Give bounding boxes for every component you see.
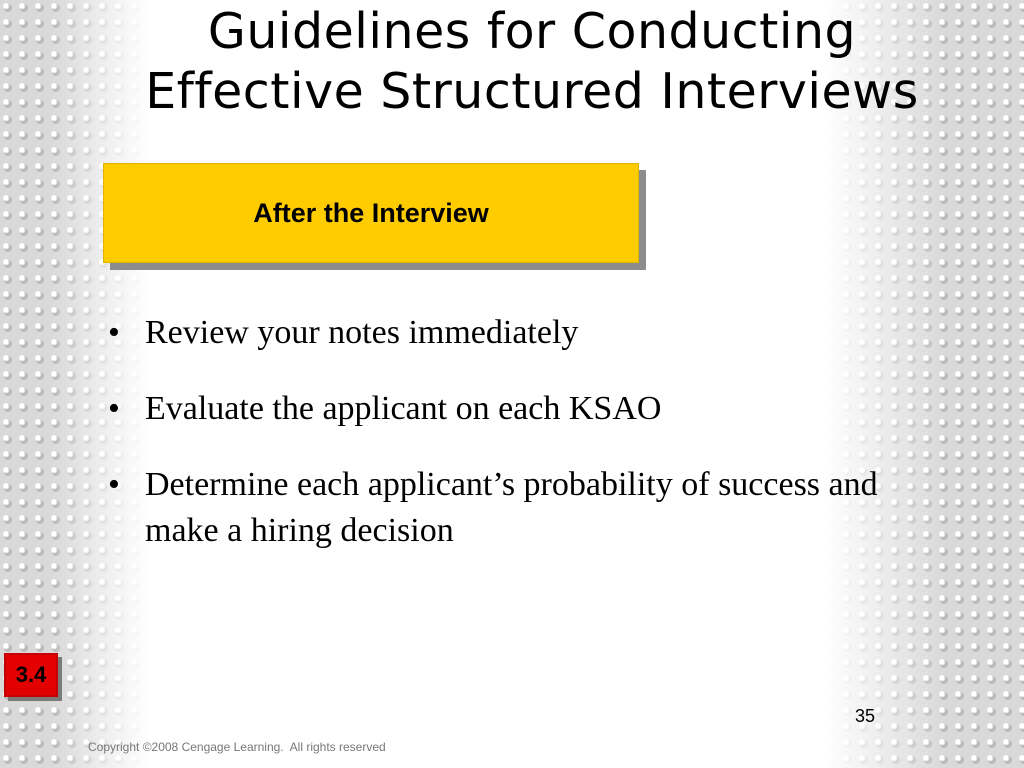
copyright-notice: Copyright ©2008 Cengage Learning. All rights reserved — [88, 740, 386, 754]
bullet-item — [108, 310, 908, 356]
bullet-text: Evaluate the applicant on each KSAO — [145, 390, 662, 427]
bullet-marker: • — [108, 390, 120, 427]
slide-title — [40, 2, 1024, 122]
section-number: 3.4 — [15, 662, 47, 687]
slide-title-line-2: Effective Structured Interviews — [145, 63, 919, 120]
page-number: 35 — [854, 706, 876, 726]
subtitle-box — [103, 163, 639, 263]
bullet-item — [108, 462, 908, 554]
bullet-marker: • — [108, 466, 120, 503]
bullet-marker: • — [108, 314, 120, 351]
subtitle-label: After the Interview — [253, 197, 489, 228]
slide-title-line-1: Guidelines for Conducting — [207, 3, 857, 60]
section-number-badge — [4, 653, 58, 697]
bullet-text: Determine each applicant’s probability of success and make a hiring decision — [145, 466, 878, 549]
bullet-list — [108, 310, 908, 584]
bullet-text: Review your notes immediately — [145, 314, 579, 351]
bullet-item — [108, 386, 908, 432]
